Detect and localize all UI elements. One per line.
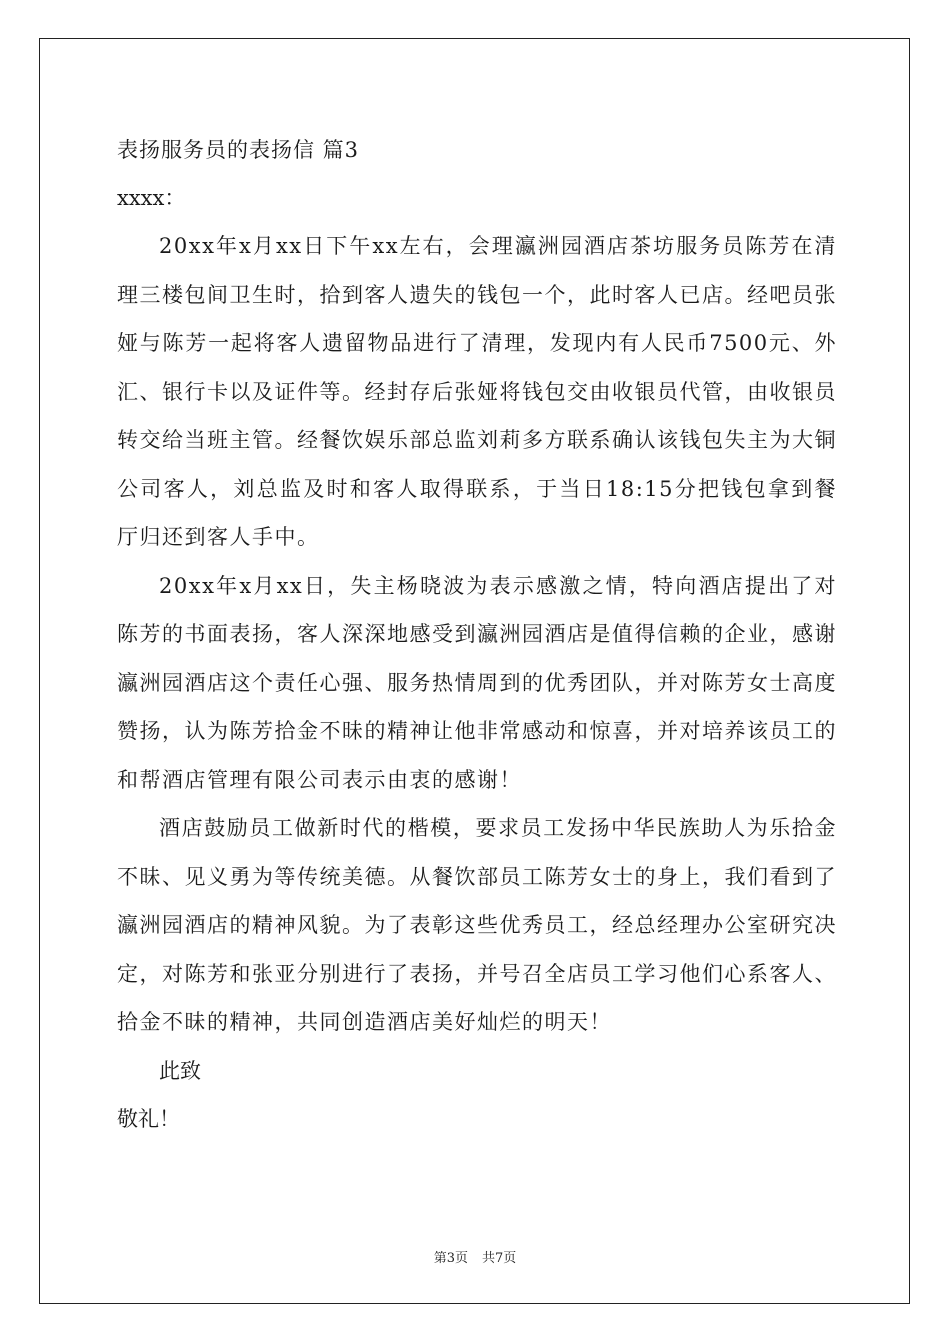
letter-body [117,126,837,1143]
salutation: xxxx： [117,186,186,210]
document-title: 表扬服务员的表扬信 篇3 [117,138,360,162]
closing-respect: 此致 [159,1058,201,1083]
paragraph-2: 20xx年x月xx日，失主杨晓波为表示感激之情，特向酒店提出了对陈芳的书面表扬，客人深深地感受到瀛洲园酒店是值得信赖的企业，感谢瀛洲园酒店这个责任心强、服务热情周到的优秀团队，并对陈芳女士高度赞扬，认为陈芳拾金不昧的精神让他非常感动和惊喜，并对培养该员工的和帮酒店管理有限公司表示由衷的感谢！ [117,573,837,792]
paragraph-1: 20xx年x月xx日下午xx左右，会理瀛洲园酒店茶坊服务员陈芳在清理三楼包间卫生时，拾到客人遗失的钱包一个，此时客人已店。经吧员张娅与陈芳一起将客人遗留物品进行了清理，发现内有人民币7500元、外汇、银行卡以及证件等。经封存后张娅将钱包交由收银员代管，由收银员转交给当班主管。经餐饮娱乐部总监刘莉多方联系确认该钱包失主为大铜公司客人，刘总监及时和客人取得联系，于当日18:15分把钱包拿到餐厅归还到客人手中。 [117,234,837,549]
paragraph-3: 酒店鼓励员工做新时代的楷模，要求员工发扬中华民族助人为乐拾金不昧、见义勇为等传统美德。从餐饮部员工陈芳女士的身上，我们看到了瀛洲园酒店的精神风貌。为了表彰这些优秀员工，经总经理办公室研究决定，对陈芳和张亚分别进行了表扬，并号召全店员工学习他们心系客人、拾金不昧的精神，共同创造酒店美好灿烂的明天！ [117,816,837,1034]
page-number-current: 第3页 [433,1251,468,1266]
page-number-total: 共7页 [482,1251,517,1266]
closing-salute: 敬礼！ [117,1106,180,1131]
page-footer [0,1247,950,1266]
